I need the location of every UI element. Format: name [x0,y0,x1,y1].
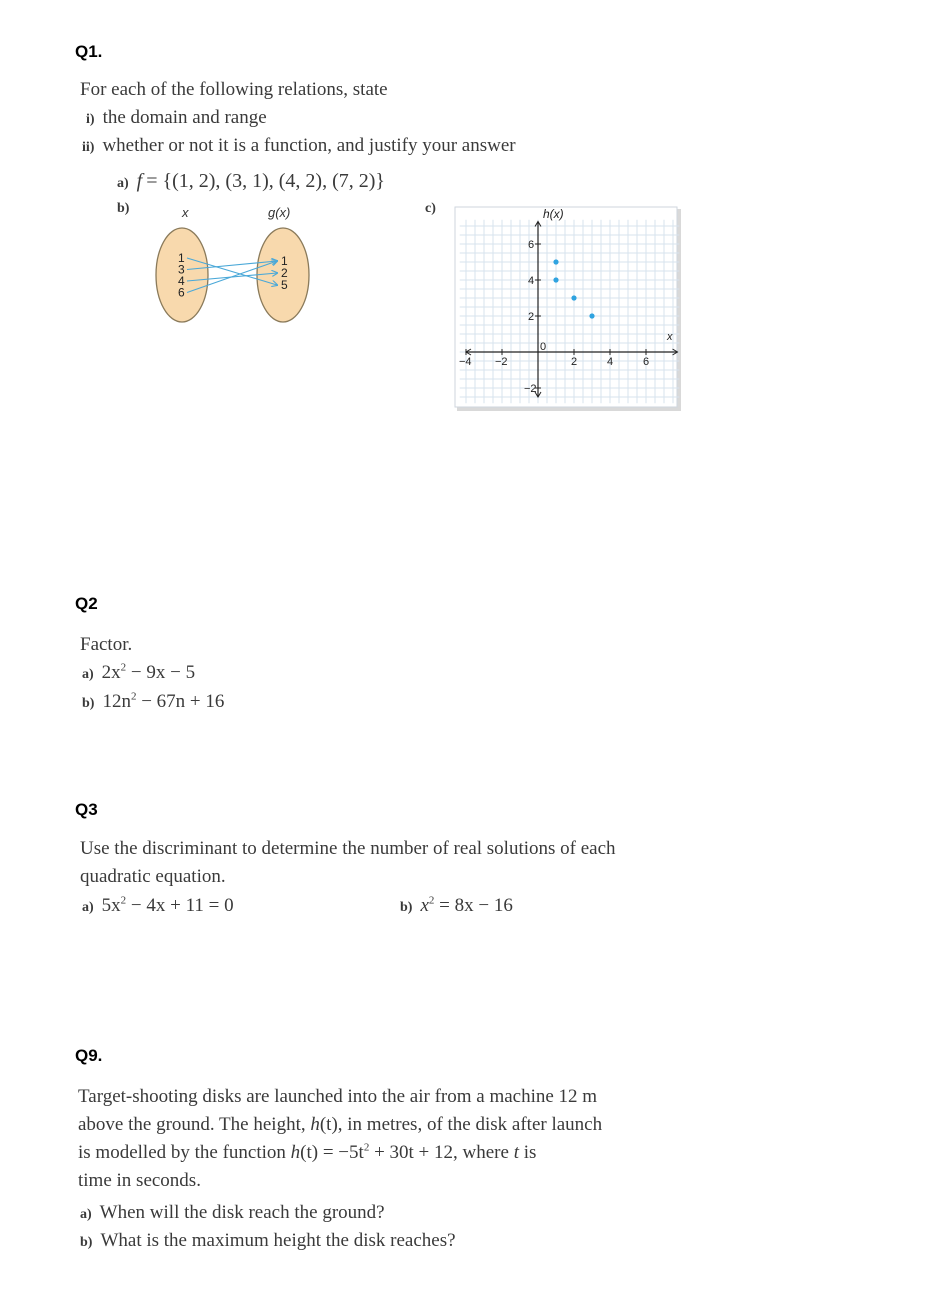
q1-part-a-f: f [136,170,143,192]
q2-part-b [82,691,224,713]
q3-part-a-exp: 2 [120,894,127,907]
q1-item-ii-label: ii) [82,140,95,155]
q9-line3-c: + 30t + 12, where [369,1142,514,1163]
q3-heading: Q3 [75,800,98,819]
data-point [589,313,594,318]
x-tick-label: 6 [643,356,650,368]
q9-line2 [78,1114,602,1136]
q1-part-a-label: a) [117,176,129,191]
q3-part-a-c1: 5x [101,895,121,916]
x-tick-label: −2 [495,356,508,368]
q2-part-a-c1: 2x [101,662,121,683]
q2-part-b-c1: 12n [102,691,131,712]
q9-line3 [78,1142,536,1164]
q9-line1: Target-shooting disks are launched into the air from a machine 12 m [78,1086,598,1107]
q2-part-b-rest: − 67n + 16 [136,691,225,712]
data-point [571,295,576,300]
y-tick-label: 2 [528,311,535,323]
q3-part-b-c1: x [420,895,429,916]
q9-part-b-text: What is the maximum height the disk reaches? [100,1230,456,1251]
q1-part-b-label: b) [117,201,130,216]
q9-line3-b: (t) = −5t [300,1142,364,1163]
q9-part-a-label: a) [80,1207,92,1222]
x-tick-label: 2 [571,356,578,368]
q9-line2-a: above the ground. The height, [78,1114,311,1135]
q9-line3-exp: 2 [363,1141,370,1154]
q3-part-b [400,895,513,917]
q9-part-a [80,1202,385,1224]
x-tick-label: −4 [459,356,472,368]
q3-part-a-rest: − 4x + 11 = 0 [126,895,234,916]
q1-part-a-expr: = {(1, 2), (3, 1), (4, 2), (7, 2)} [146,170,385,192]
y-tick-label: 4 [528,275,535,287]
range-header: g(x) [268,205,291,220]
domain-value-6: 6 [178,285,185,300]
q1-part-c-label: c) [425,201,436,216]
q1-intro: For each of the following relations, state [80,79,388,100]
q1-item-ii-text: whether or not it is a function, and justify your answer [102,135,516,156]
range-value-2: 2 [281,266,288,280]
y-tick-label: −2 [524,383,537,395]
domain-value-3: 3 [178,262,185,277]
q9-part-b-label: b) [80,1235,93,1250]
q1-item-i-label: i) [86,112,95,127]
q2-part-a [82,662,195,684]
range-value-5: 5 [281,278,288,292]
domain-header: x [182,205,189,220]
q9-line2-b: (t), in metres, of the disk after launch [319,1114,603,1135]
q9-line3-t: t [513,1142,519,1163]
q3-part-a [82,895,234,917]
data-point [553,259,558,264]
origin-label: 0 [540,341,547,353]
q9-line3-h: h [290,1142,301,1163]
q3-part-a-label: a) [82,900,94,915]
q9-line3-a: is modelled by the function [78,1142,291,1163]
q2-part-b-exp: 2 [130,690,137,703]
y-axis-label: h(x) [543,207,564,221]
q3-line2: quadratic equation. [80,866,226,887]
q9-part-b [80,1230,456,1252]
q9-heading: Q9. [75,1046,103,1065]
q1-item-i-text: the domain and range [102,107,267,128]
h-graph [453,205,683,415]
q9-line3-d: is [518,1142,537,1163]
q2-heading: Q2 [75,594,98,613]
q9-line2-h: h [310,1114,320,1135]
domain-value-4: 4 [178,274,185,288]
q2-part-b-label: b) [82,696,95,711]
q2-part-a-rest: − 9x − 5 [126,662,196,683]
q3-part-b-rest: = 8x − 16 [434,895,513,916]
q3-line1: Use the discriminant to determine the number of real solutions of each [80,838,616,859]
q2-intro: Factor. [80,634,133,655]
q1-item-i [86,107,267,129]
range-value-1: 1 [281,254,288,268]
q3-part-b-exp: 2 [428,894,435,907]
q3-part-b-label: b) [400,900,413,915]
x-axis-label: x [667,331,673,343]
q1-heading: Q1. [75,42,103,61]
mapping-diagram [140,200,330,330]
q2-part-a-label: a) [82,667,94,682]
y-tick-label: 6 [528,239,535,251]
q2-part-a-exp: 2 [120,661,127,674]
q9-part-a-text: When will the disk reach the ground? [99,1202,385,1223]
q1-part-a [117,170,385,193]
q9-line4: time in seconds. [78,1170,201,1191]
x-tick-label: 4 [607,356,614,368]
data-point [553,277,558,282]
domain-value-1: 1 [178,251,185,265]
q1-item-ii [82,135,516,157]
